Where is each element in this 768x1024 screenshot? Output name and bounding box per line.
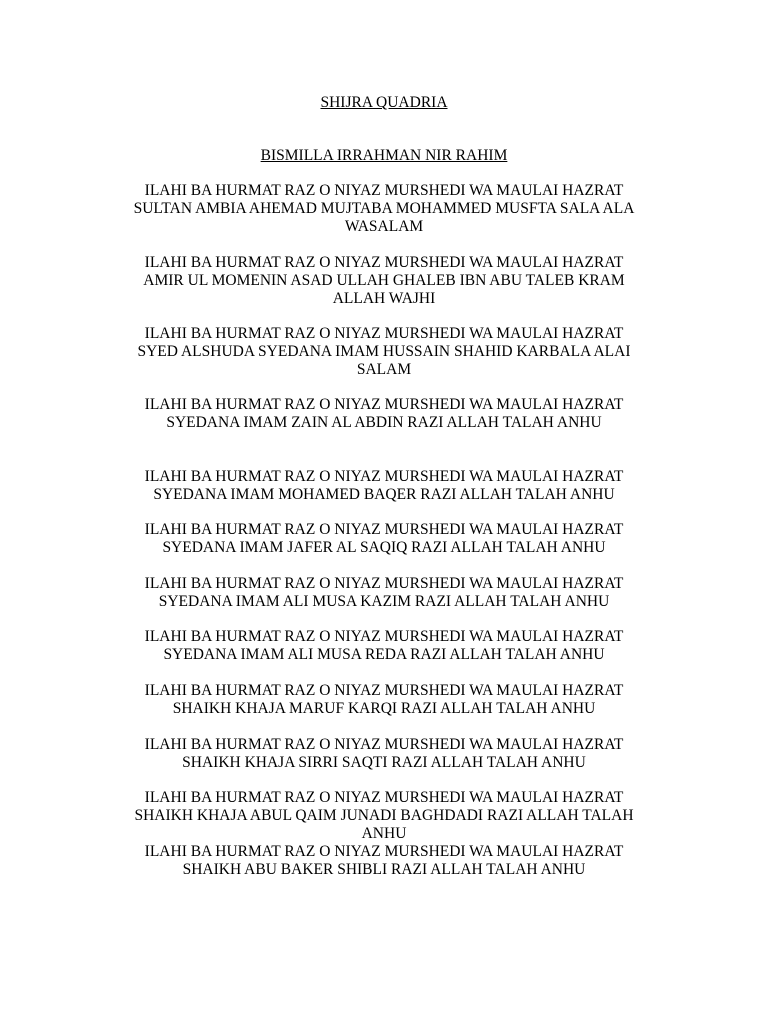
verse-line: SYED ALSHUDA SYEDANA IMAM HUSSAIN SHAHID KARBALA ALAI <box>137 343 631 360</box>
verse-line: SYEDANA IMAM ALI MUSA KAZIM RAZI ALLAH TALAH ANHU <box>158 593 610 610</box>
verse-line: AMIR UL MOMENIN ASAD ULLAH GHALEB IBN ABU TALEB KRAM <box>143 272 625 289</box>
verse-line: ANHU <box>361 825 407 842</box>
verse-line: ALLAH WAJHI <box>332 290 436 307</box>
verse-line: SHAIKH KHAJA SIRRI SAQTI RAZI ALLAH TALAH ANHU <box>182 754 586 771</box>
bismillah-heading: BISMILLA IRRAHMAN NIR RAHIM <box>260 147 508 164</box>
verse-line: SYEDANA IMAM ZAIN AL ABDIN RAZI ALLAH TALAH ANHU <box>166 414 602 431</box>
verse-line: WASALAM <box>344 218 424 235</box>
verse-line: SHAIKH KHAJA ABUL QAIM JUNADI BAGHDADI RAZI ALLAH TALAH <box>134 807 634 824</box>
verse-line: ILAHI BA HURMAT RAZ O NIYAZ MURSHEDI WA MAULAI HAZRAT <box>144 682 624 699</box>
verse-line: ILAHI BA HURMAT RAZ O NIYAZ MURSHEDI WA MAULAI HAZRAT <box>144 521 624 538</box>
verse-line: SYEDANA IMAM MOHAMED BAQER RAZI ALLAH TALAH ANHU <box>153 486 615 503</box>
verse-line: ILAHI BA HURMAT RAZ O NIYAZ MURSHEDI WA MAULAI HAZRAT <box>144 843 624 860</box>
verse-line: ILAHI BA HURMAT RAZ O NIYAZ MURSHEDI WA MAULAI HAZRAT <box>144 789 624 806</box>
verse-line: ILAHI BA HURMAT RAZ O NIYAZ MURSHEDI WA MAULAI HAZRAT <box>144 182 624 199</box>
verse-line: SALAM <box>356 361 412 378</box>
verse-line: SYEDANA IMAM ALI MUSA REDA RAZI ALLAH TALAH ANHU <box>163 646 605 663</box>
verse-line: SHAIKH KHAJA MARUF KARQI RAZI ALLAH TALAH ANHU <box>172 700 596 717</box>
page-title: SHIJRA QUADRIA <box>320 94 448 111</box>
verse-line: ILAHI BA HURMAT RAZ O NIYAZ MURSHEDI WA MAULAI HAZRAT <box>144 575 624 592</box>
verse-line: ILAHI BA HURMAT RAZ O NIYAZ MURSHEDI WA MAULAI HAZRAT <box>144 396 624 413</box>
verse-line: SULTAN AMBIA AHEMAD MUJTABA MOHAMMED MUSFTA SALA ALA <box>133 200 635 217</box>
verse-line: ILAHI BA HURMAT RAZ O NIYAZ MURSHEDI WA MAULAI HAZRAT <box>144 736 624 753</box>
verse-line: ILAHI BA HURMAT RAZ O NIYAZ MURSHEDI WA MAULAI HAZRAT <box>144 628 624 645</box>
verse-line: ILAHI BA HURMAT RAZ O NIYAZ MURSHEDI WA MAULAI HAZRAT <box>144 325 624 342</box>
verse-line: SYEDANA IMAM JAFER AL SAQIQ RAZI ALLAH TALAH ANHU <box>162 539 606 556</box>
verse-line: ILAHI BA HURMAT RAZ O NIYAZ MURSHEDI WA MAULAI HAZRAT <box>144 254 624 271</box>
verse-line: ILAHI BA HURMAT RAZ O NIYAZ MURSHEDI WA MAULAI HAZRAT <box>144 468 624 485</box>
verse-line: SHAIKH ABU BAKER SHIBLI RAZI ALLAH TALAH ANHU <box>182 861 586 878</box>
